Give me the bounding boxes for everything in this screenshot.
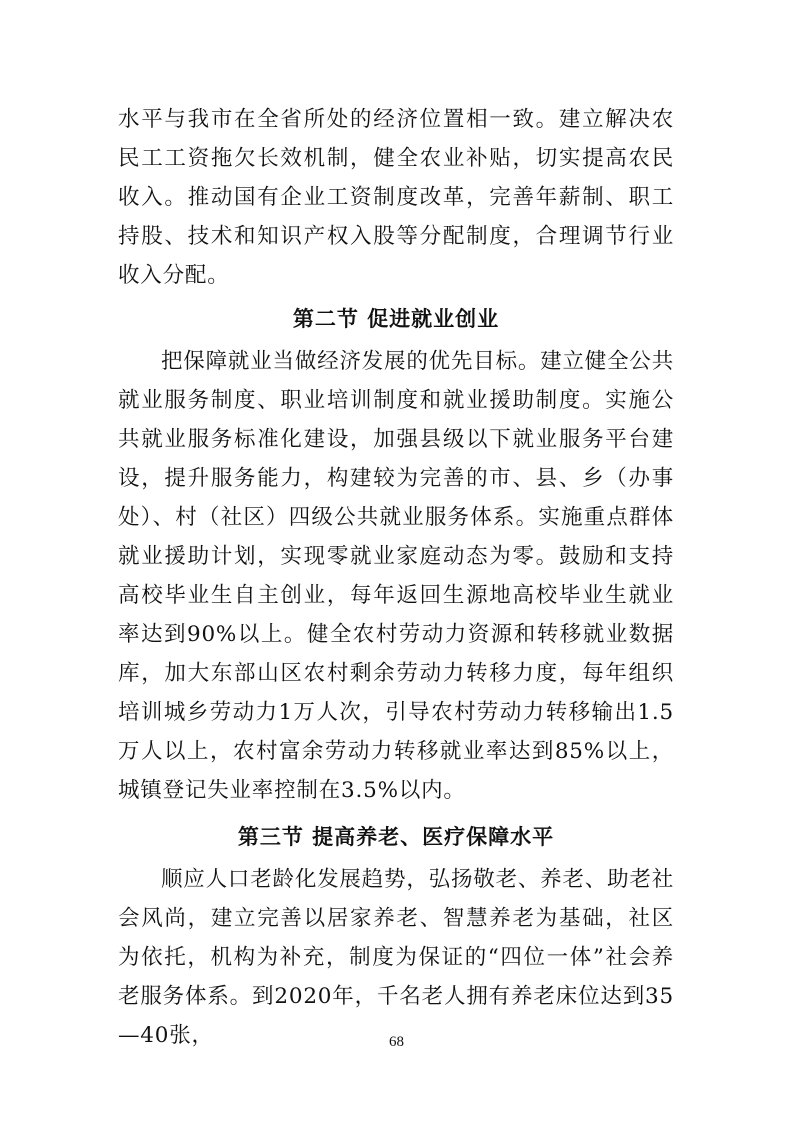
- paragraph-elderly-care: 顺应人口老龄化发展趋势，弘扬敬老、养老、助老社会风尚，建立完善以居家养老、智慧养老为基础，社区为依托，机构为补充，制度为保证的“四位一体”社会养老服务体系。到2020年，千名老人拥有养老床位达到35—40张，: [118, 867, 674, 1048]
- page-number: 68: [389, 1034, 404, 1050]
- section-heading-pension-medical: 第三节 提高养老、医疗保障水平: [237, 825, 555, 849]
- paragraph-income-distribution: 水平与我市在全省所处的经济位置相一致。建立解决农民工工资拖欠长效机制，健全农业补贴，切实提高农民收入。推动国有企业工资制度改革，完善年薪制、职工持股、技术和知识产权入股等分配制度，合理调节行业收入分配。: [118, 107, 674, 288]
- paragraph-employment: 把保障就业当做经济发展的优先目标。建立健全公共就业服务制度、职业培训制度和就业援助制度。实施公共就业服务标准化建设，加强县级以下就业服务平台建设，提升服务能力，构建较为完善的市、县、乡（办事处）、村（社区）四级公共就业服务体系。实施重点群体就业援助计划，实现零就业家庭动态为零。鼓励和支持高校毕业生自主创业，每年返回生源地高校毕业生就业率达到90%以上。健全农村劳动力资源和转移就业数据库，加大东部山区农村剩余劳动力转移力度，每年组织培训城乡劳动力1万人次，引导农村劳动力转移输出1.5万人以上，农村富余劳动力转移就业率达到85%以上，城镇登记失业率控制在3.5%以内。: [118, 349, 674, 803]
- paragraph-block-1: [118, 100, 674, 295]
- paragraph-block-3: [118, 860, 674, 1055]
- paragraph-block-2: [118, 342, 674, 810]
- section-heading-employment: 第二节 促进就业创业: [292, 307, 500, 331]
